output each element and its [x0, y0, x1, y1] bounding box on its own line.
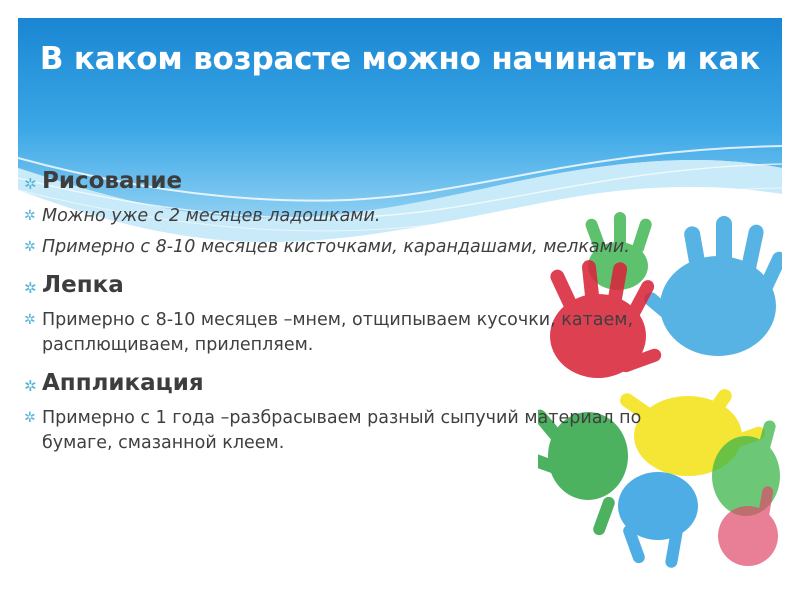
- list-item: [24, 308, 664, 358]
- slide-title: В каком возрасте можно начинать и как: [39, 41, 761, 77]
- bullet-icon: ✲: [24, 239, 36, 255]
- heading-text: Лепка: [42, 272, 124, 298]
- section-heading-modeling: [24, 270, 664, 300]
- bullet-icon: ✲: [24, 410, 36, 426]
- bullet-icon: ✲: [24, 312, 36, 328]
- section-heading-applique: [24, 368, 664, 398]
- bullet-icon: ✲: [24, 208, 36, 224]
- list-item-text: Примерно с 8-10 месяцев –мнем, отщипываем кусочки, катаем, расплющиваем, прилепляем.: [42, 310, 634, 355]
- list-item-text: Примерно с 1 года –разбрасываем разный сыпучий материал по бумаге, смазанной клеем.: [42, 408, 642, 453]
- bullet-icon: ✲: [24, 175, 37, 193]
- list-item: [24, 204, 664, 229]
- list-item: [24, 235, 664, 260]
- list-item: [24, 406, 664, 456]
- section-heading-drawing: [24, 166, 664, 196]
- list-item-text: Можно уже с 2 месяцев ладошками.: [42, 206, 381, 226]
- list-item-text: Примерно с 8-10 месяцев кисточками, карандашами, мелками.: [42, 237, 630, 257]
- bullet-icon: ✲: [24, 279, 37, 297]
- heading-text: Аппликация: [42, 370, 204, 396]
- heading-text: Рисование: [42, 168, 183, 194]
- slide: [18, 18, 782, 582]
- content-list: [24, 166, 664, 456]
- bullet-icon: ✲: [24, 377, 37, 395]
